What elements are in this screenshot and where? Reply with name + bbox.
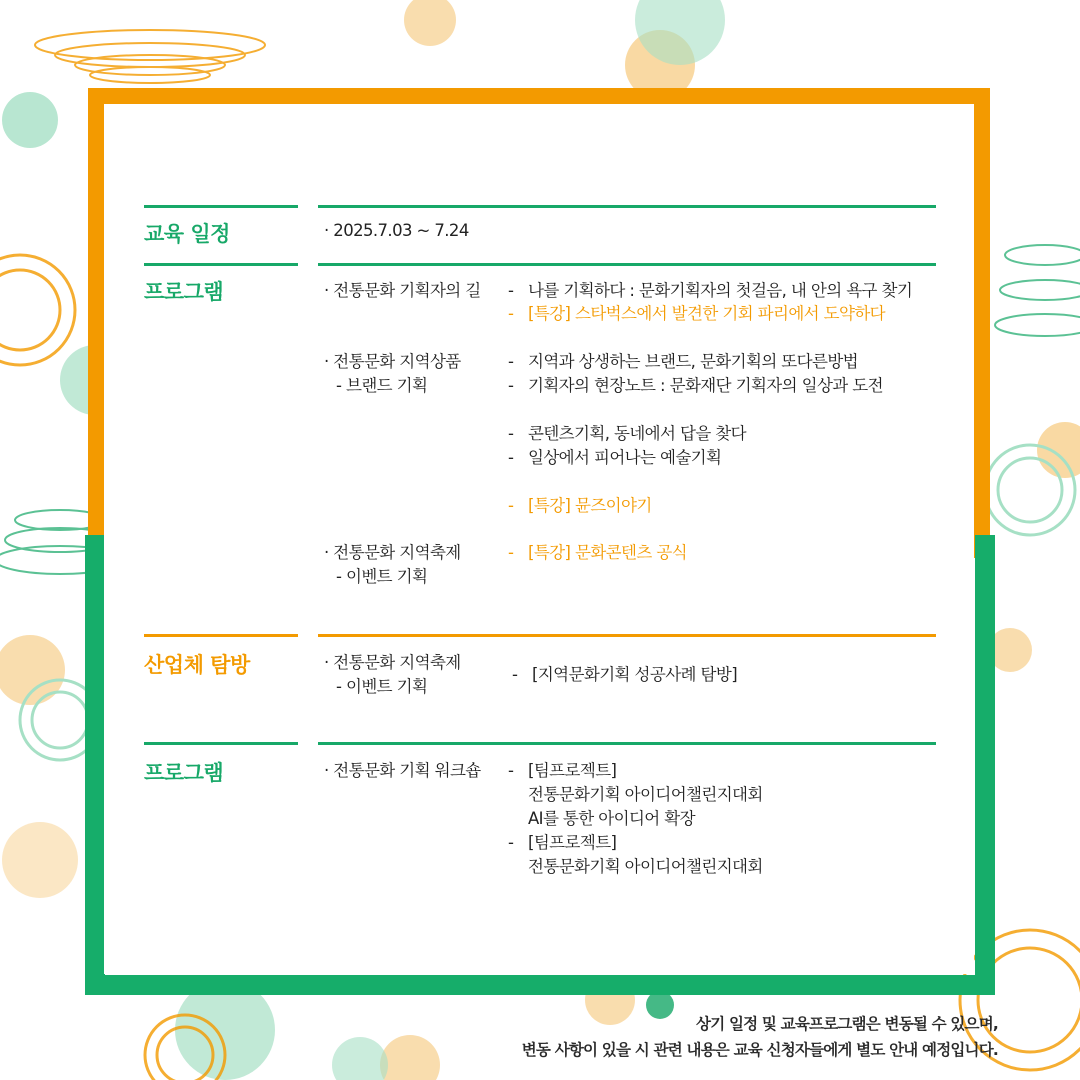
deco-circle <box>332 1037 388 1080</box>
program-item-special: [특강] 스타벅스에서 발견한 기회 파리에서 도약하다 <box>528 304 886 323</box>
deco-circle <box>1037 422 1080 478</box>
bullet-dash: - <box>508 543 514 562</box>
deco-circle <box>380 1035 440 1080</box>
deco-rings <box>35 30 265 83</box>
divider <box>144 205 298 208</box>
program-item: 전통문화기획 아이디어챌린지대회 <box>528 785 763 804</box>
group-name: · 전통문화 기획 워크숍 <box>324 761 481 780</box>
bullet-dash: - <box>508 281 514 300</box>
deco-circle <box>646 991 674 1019</box>
divider <box>318 205 936 208</box>
group-sub: - 이벤트 기획 <box>336 567 428 586</box>
bullet-dash: - <box>508 304 514 323</box>
program-item: 지역과 상생하는 브랜드, 문화기획의 또다른방법 <box>528 352 859 371</box>
footnote-line2: 변동 사항이 있을 시 관련 내용은 교육 신청자들에게 별도 안내 예정입니다. <box>521 1041 998 1059</box>
divider <box>318 634 936 637</box>
bullet-dash: - <box>508 376 514 395</box>
bullet-dash: - <box>508 424 514 443</box>
bullet-dash: - <box>508 833 514 852</box>
deco-circle <box>404 0 456 46</box>
group-name: · 전통문화 지역축제 <box>324 543 461 562</box>
deco-circle <box>0 635 65 705</box>
bullet-dash: - <box>512 665 518 684</box>
program-item-special: [특강] 뮨즈이야기 <box>528 496 652 515</box>
divider <box>144 263 298 266</box>
divider <box>144 634 298 637</box>
group-name: · 전통문화 지역상품 <box>324 352 461 371</box>
divider <box>144 742 298 745</box>
schedule-card <box>104 104 974 974</box>
bullet-dash: - <box>508 496 514 515</box>
bullet-dash: - <box>508 448 514 467</box>
schedule-title: 교육 일정 <box>144 222 230 246</box>
program-item: 일상에서 피어나는 예술기획 <box>528 448 722 467</box>
program-item: 나를 기획하다 : 문화기획자의 첫걸음, 내 안의 욕구 찾기 <box>528 281 913 300</box>
divider <box>318 742 936 745</box>
footnote-line1: 상기 일정 및 교육프로그램은 변동될 수 있으며, <box>696 1015 998 1033</box>
deco-circle <box>2 92 58 148</box>
group-sub: - 이벤트 기획 <box>336 677 428 696</box>
program-item: AI를 통한 아이디어 확장 <box>528 809 695 828</box>
group-sub: - 브랜드 기획 <box>336 376 428 395</box>
program-item: [팀프로젝트] <box>528 761 617 780</box>
program-title: 프로그램 <box>144 280 224 304</box>
bullet-dash: - <box>508 761 514 780</box>
group-name: · 전통문화 기획자의 길 <box>324 281 481 300</box>
program-item: 전통문화기획 아이디어챌린지대회 <box>528 857 763 876</box>
industry-title: 산업체 탐방 <box>144 653 250 677</box>
program-item: 콘텐츠기획, 동네에서 답을 찾다 <box>528 424 746 443</box>
divider <box>318 263 936 266</box>
program-item: 기획자의 현장노트 : 문화재단 기획자의 일상과 도전 <box>528 376 883 395</box>
program-item: [팀프로젝트] <box>528 833 617 852</box>
schedule-date: · 2025.7.03 ~ 7.24 <box>324 221 469 240</box>
program-title: 프로그램 <box>144 761 224 785</box>
industry-item: [지역문화기획 성공사례 탐방] <box>532 665 738 684</box>
program-item-special: [특강] 문화콘텐츠 공식 <box>528 543 688 562</box>
bullet-dash: - <box>508 352 514 371</box>
group-name: · 전통문화 지역축제 <box>324 653 461 672</box>
deco-circle <box>2 822 78 898</box>
